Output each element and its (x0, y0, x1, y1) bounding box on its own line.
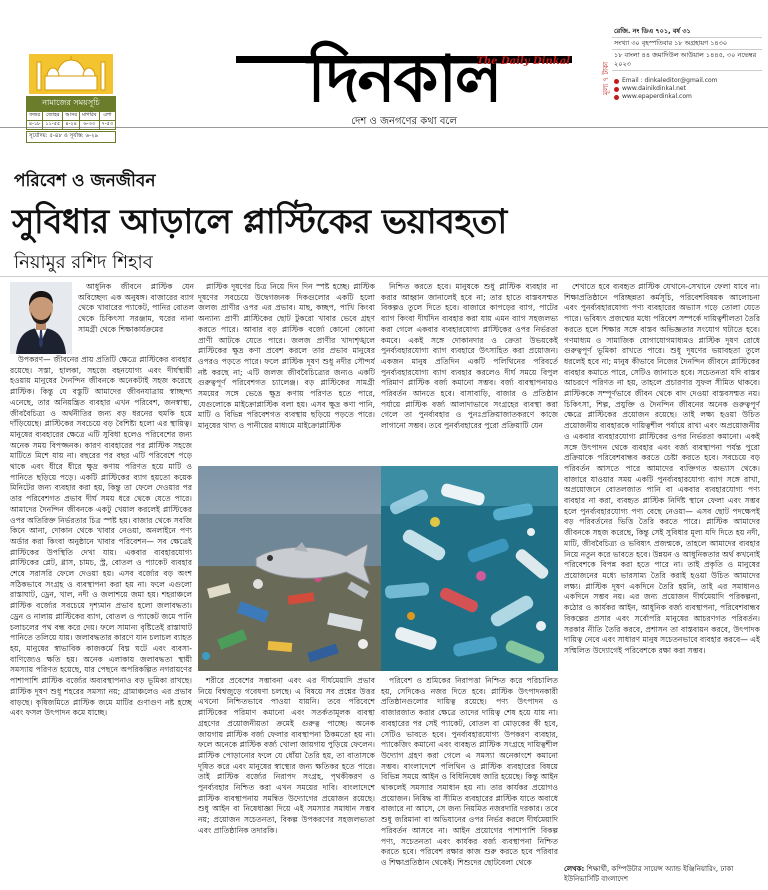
contact-text: www.epaperdinkal.com (622, 93, 692, 100)
contact-text: Email : dinkaleditor@gmail.com (622, 77, 718, 84)
motto: দেশ ও জনগণের কথা বলে (351, 116, 457, 127)
prayer-header: জোহর (43, 112, 63, 121)
article-column (78, 282, 194, 354)
prayer-table (26, 111, 116, 130)
globe-icon (614, 95, 619, 100)
plastic-bottles-image (381, 466, 558, 671)
prayer-times-box (26, 54, 116, 143)
paragraph: নিশ্চিত করতে হবে। মানুষকে শুধু প্লাস্টিক ব্যবহার না করার আহ্বান জানালেই হবে না; তার হাতে বাস্তবসম্মত বিকল্পও তুলে দিতে হবে। বাজারে কাপড়ের ব্যাগ, পাটের ব্যাগ কিংবা দীর্ঘদিন ব্যবহার করা যায় এমন ব্যাগ সহজলভ্য করা গেলে একবার ব্যবহারযোগ্য প্লাস্টিকের ওপর নির্ভরতা কমবে। একই সঙ্গে দোকানদার ও ক্রেতা উভয়কেই পুনর্ব্যবহারযোগ্য ব্যাগ ব্যবহারে উৎসাহিত করা প্রয়োজন। একজন মানুষ প্রতিদিন একটি পলিথিনের পরিবর্তে পুনর্ব্যবহারযোগ্য ব্যাগ ব্যবহার করলেও দীর্ঘ সময়ে বিপুল পরিমাণ প্লাস্টিক বর্জ্য কমানো সম্ভব। বর্জ্য ব্যবস্থাপনায়ও পরিবর্তন আনতে হবে। বাসাবাড়ি, বাজার ও প্রতিষ্ঠান পর্যায়ে প্লাস্টিক বর্জ্য আলাদাভাবে সংগ্রহের ব্যবস্থা করা গেলে তা পুনর্ব্যবহার ও পুনঃপ্রক্রিয়াজাতকরণে কাজে লাগানো সম্ভব। তবে পুনর্ব্যবহারের পুরো প্রক্রিয়াটি যেন (381, 282, 558, 431)
prayer-time: ১১-৫৫ (43, 121, 63, 130)
price-label: মূল্য ৭ টাকা (602, 62, 610, 95)
article-column (564, 282, 760, 882)
prayer-time: ৭-৫৩ (99, 121, 115, 130)
globe-icon (614, 87, 619, 92)
newspaper-logo (228, 42, 580, 128)
issue-line: ১৮ বাংলা ৪৪ জমাদিউল আউয়াল ১৪৪৫, ৩০ নভেম্বর ২০২৩ (612, 50, 762, 71)
paragraph: প্লাস্টিক দূষণের চিত্র নিয়ে দিন দিন স্পষ্ট হচ্ছে। প্লাস্টিক দূষণের সবচেয়ে উদ্বেগজনক দিকগুলোর একটি হলো জলজ প্রাণীর ওপর এর প্রভাব। মাছ, কচ্ছপ, পাখি কিংবা অন্যান্য প্রাণী প্লাস্টিকের ছোট টুকরো খাবার ভেবে গ্রহণ করতে পারে। আবার বড় প্লাস্টিক বর্জ্যে কোনো কোনো প্রাণী আটকে যেতে পারে। জলজ প্রাণীর খাদ্যশৃঙ্খলে প্লাস্টিকের ক্ষুদ্র কণা প্রবেশ করলে তার প্রভাব মানুষের ওপরও পড়তে পারে। ফলে প্লাস্টিক দূষণ শুধু নদীর সৌন্দর্য নষ্ট করছে না; এটি জলজ জীববৈচিত্র্যের জন্যও একটি গুরুত্বপূর্ণ পরিবেশগত চ্যালেঞ্জ। বড় প্লাস্টিকের সামগ্রী সময়ের সঙ্গে ভেঙে ক্ষুদ্র কণায় পরিণত হতে পারে, যেগুলোকে মাইক্রোপ্লাস্টিক বলা হয়। এসব ক্ষুদ্র কণা পানি, মাটি ও বিভিন্ন পরিবেশগত ব্যবস্থায় ছড়িয়ে পড়তে পারে। মানুষের খাদ্য ও পানীয়ের মাধ্যমে মাইক্রোপ্লাস্টিক (198, 282, 375, 431)
contact-list (612, 77, 762, 101)
logo-text: দিনকাল (307, 43, 501, 117)
paragraph: শরীরে প্রবেশের সম্ভাবনা এবং এর দীর্ঘমেয়াদি প্রভাব নিয়ে বিশ্বজুড়ে গবেষণা চলছে। এ বিষয়ে সব প্রশ্নের উত্তর এখনো নিশ্চিতভাবে পাওয়া যায়নি। তবে পরিবেশে প্লাস্টিকের পরিমাণ কমানো এবং সতর্কতামূলক ব্যবস্থা গ্রহণের প্রয়োজনীয়তা ক্রমেই গুরুত্ব পাচ্ছে। অনেক জায়গায় প্লাস্টিক বর্জ্য ফেলার ব্যবস্থাপনা ঠিকমতো হয় না। ফলে অনেকে প্লাস্টিক বর্জ্য খোলা জায়গায় পুড়িয়ে ফেলেন। প্লাস্টিক পোড়ানোর ফলে যে ধোঁয়া তৈরি হয়, তা বাতাসকে দূষিত করে এবং মানুষের স্বাস্থ্যের জন্য ক্ষতিকর হতে পারে। তাই প্লাস্টিক বর্জ্যের নিরাপদ সংগ্রহ, পৃথকীকরণ ও পুনর্ব্যবহার নিশ্চিত করা এখন সময়ের দাবি। বাংলাদেশে প্লাস্টিক ব্যবস্থাপনায় সমন্বিত উদ্যোগের প্রয়োজন রয়েছে। শুধু আইন বা নিষেধাজ্ঞা দিয়ে এই সমস্যার সমাধান সম্ভব নয়; প্রয়োজন সচেতনতা, বিকল্প উপকরণের সহজলভ্যতা এবং প্রাতিষ্ঠানিক তদারকি। (198, 676, 375, 835)
article-column (381, 676, 558, 882)
prayer-time: ৪-২৪ (63, 121, 80, 130)
article-column (198, 676, 375, 882)
paragraph: শেখাতে হবে ব্যবহৃত প্লাস্টিক যেখানে-সেখানে ফেলা যাবে না। শিক্ষাপ্রতিষ্ঠানে পরিচ্ছন্নতা কর্মসূচি, পরিবেশবিষয়ক আলোচনা এবং পুনর্ব্যবহারযোগ্য পণ্য ব্যবহারের অভ্যাস গড়ে তোলা যেতে পারে। ভবিষ্যৎ প্রজন্মের মধ্যে পরিবেশ সম্পর্কে দায়িত্বশীলতা তৈরি করতে হলে শিক্ষার সঙ্গে বাস্তব অভিজ্ঞতার সংযোগ ঘটাতে হবে। গণমাধ্যম ও সামাজিক যোগাযোগমাধ্যমও প্লাস্টিক দূষণ রোধে গুরুত্বপূর্ণ ভূমিকা রাখতে পারে। শুধু দূষণের ভয়াবহতা তুলে ধরলেই হবে না; মানুষ কীভাবে নিজের দৈনন্দিন জীবনে প্লাস্টিকের ব্যবহার কমাতে পারে, সেটিও জানাতে হবে। সচেতনতা যদি বাস্তব আচরণে পরিণত না হয়, তাহলে প্রচারণার সুফল সীমিত থাকবে। প্লাস্টিককে সম্পূর্ণভাবে জীবন থেকে বাদ দেওয়া বাস্তবসম্মত নয়। চিকিৎসা, শিল্প, প্রযুক্তি ও দৈনন্দিন জীবনের অনেক গুরুত্বপূর্ণ ক্ষেত্রে প্লাস্টিকের প্রয়োজন রয়েছে। তাই লক্ষ্য হওয়া উচিত প্রয়োজনীয় ব্যবহারকে দায়িত্বশীল পর্যায়ে রাখা এবং অপ্রয়োজনীয় ও একবার ব্যবহারযোগ্য প্লাস্টিকের ওপর নির্ভরতা কমানো। একই সঙ্গে উৎপাদন থেকে ব্যবহার এবং বর্জ্য ব্যবস্থাপনা পর্যন্ত পুরো প্রক্রিয়াকে পরিবেশবান্ধব করতে চেষ্টা করতে হবে। সবচেয়ে বড় পরিবর্তন আসতে পারে আমাদের ব্যক্তিগত অভ্যাস থেকে। বাজারে যাওয়ার সময় একটি পুনর্ব্যবহারযোগ্য ব্যাগ সঙ্গে রাখা, অপ্রয়োজনে বোতলজাত পানি বা একবার ব্যবহারযোগ্য পণ্য ব্যবহার না করা, ব্যবহৃত প্লাস্টিক নির্দিষ্ট স্থানে ফেলা এবং সম্ভব হলে পুনর্ব্যবহারযোগ্য পণ্য বেছে নেওয়া— এসব ছোট পদক্ষেপই বড় পরিবর্তনের ভিত্তি তৈরি করতে পারে। প্লাস্টিক আমাদের জীবনকে সহজ করেছে, কিন্তু সেই সুবিধার মূল্য যদি দিতে হয় নদী, মাটি, জীববৈচিত্র্য ও ভবিষ্যৎ প্রজন্মকে, তাহলে আমাদের ব্যবহার নিয়ে নতুন করে ভাবতে হবে। উন্নয়ন ও আধুনিকতার অর্থ কখনোই পরিবেশকে বিপন্ন করা হতে পারে না। তাই প্রকৃতি ও মানুষের প্রয়োজনের মধ্যে ভারসাম্য তৈরি করাই হওয়া উচিত আমাদের লক্ষ্য। প্লাস্টিক দূষণ একদিনে তৈরি হয়নি, তাই এর সমাধানও একদিনে সম্ভব নয়। এর জন্য প্রয়োজন দীর্ঘমেয়াদি পরিকল্পনা, কঠোর ও কার্যকর আইন, আধুনিক বর্জ্য ব্যবস্থাপনা, পরিবেশবান্ধব বিকল্পের প্রসার এবং সর্বোপরি মানুষের আচরণগত পরিবর্তন। সরকার নীতি তৈরি করবে, প্রশাসন তা বাস্তবায়ন করবে, উৎপাদক দায়িত্ব নেবে এবং সাধারণ মানুষ সচেতনভাবে ব্যবহার করবে— এই সম্মিলিত উদ্যোগেই পরিবেশকে রক্ষা করা সম্ভব। (564, 282, 760, 655)
author-credit (564, 864, 760, 884)
issue-line: রেজি. নং ডিএ ৭০১, বর্ষ ৩১ (612, 26, 762, 38)
paragraph: পরিবেশ ও শ্রমিকের নিরাপত্তা নিশ্চিত করে পরিচালিত হয়, সেদিকেও নজর দিতে হবে। প্লাস্টিক উৎপাদনকারী প্রতিষ্ঠানগুলোর দায়িত্ব রয়েছে। পণ্য উৎপাদন ও বাজারজাত করার ক্ষেত্রে তাদের দায়িত্ব শেষ হয়ে যায় না। ব্যবহারের পর সেই প্যাকেট, বোতল বা মোড়কের কী হবে, সেটিও ভাবতে হবে। পুনর্ব্যবহারযোগ্য উপকরণ ব্যবহার, প্যাকেজিং কমানো এবং ব্যবহৃত প্লাস্টিক সংগ্রহে দায়িত্বশীল উদ্যোগ গ্রহণ করা গেলে এ সমস্যা অনেকাংশে কমানো সম্ভব। বাংলাদেশে পলিথিন ও প্লাস্টিক ব্যবহারের বিষয়ে বিভিন্ন সময়ে আইন ও বিধিনিষেধ জারি হয়েছে। কিন্তু আইন থাকলেই সমস্যার সমাধান হয় না। তার কার্যকর প্রয়োগও প্রয়োজন। নিষিদ্ধ বা সীমিত ব্যবহারের প্লাস্টিক যাতে অবাধে বাজারে না আসে, সে জন্য নিয়মিত নজরদারি দরকার। তবে শুধু জরিমানা বা অভিযানের ওপর নির্ভর করলে দীর্ঘমেয়াদি পরিবর্তন আসবে না। আইন প্রয়োগের পাশাপাশি বিকল্প পণ্য, সচেতনতা এবং কার্যকর বর্জ্য ব্যবস্থাপনা নিশ্চিত করতে হবে। পরিবেশ রক্ষার কাজ শুরু করতে হবে পরিবার ও শিক্ষাপ্রতিষ্ঠান থেকেই। শিশুদের ছোটবেলা থেকে (381, 676, 558, 867)
prayer-header: মাগরিব (80, 112, 100, 121)
prayer-header: আসর (63, 112, 80, 121)
paragraph: উপকরণ— জীবনের প্রায় প্রতিটি ক্ষেত্রে প্লাস্টিকের ব্যবহার রয়েছে। সস্তা, হালকা, সহজে বহনযোগ্য এবং দীর্ঘস্থায়ী হওয়ায় মানুষের দৈনন্দিন জীবনকে অনেকটাই সহজ করেছে প্লাস্টিক। কিন্তু যে বস্তুটি আমাদের জীবনযাত্রায় স্বাচ্ছন্দ্য এনেছে, তার অনিয়ন্ত্রিত ব্যবহার এখন পরিবেশ, জনস্বাস্থ্য, জীববৈচিত্র্য ও অর্থনীতির জন্য বড় ধরনের হুমকি হয়ে দাঁড়িয়েছে। প্লাস্টিকের সবচেয়ে বড় বৈশিষ্ট্য হলো এর স্থায়িত্ব। মানুষের ব্যবহারের ক্ষেত্রে এটি সুবিধা হলেও পরিবেশের জন্য অনেক সময় বিপজ্জনক। কারণ ব্যবহারের পর প্লাস্টিক সহজে মাটিতে মিশে যায় না। বছরের পর বছর এটি পরিবেশে পড়ে থাকে এবং ধীরে ধীরে ক্ষুদ্র কণায় পরিণত হয়ে মাটি ও পানিতে ছড়িয়ে পড়ে। একটি প্লাস্টিকের ব্যাগ হয়তো কয়েক মিনিটের জন্য ব্যবহার করা হয়, কিন্তু তা ফেলে দেওয়ার পর তার পরিবেশগত প্রভাব দীর্ঘ সময় ধরে থেকে যেতে পারে। আমাদের দৈনন্দিন জীবনকে একটু খেয়াল করলেই প্লাস্টিকের ওপর অতিরিক্ত নির্ভরতার চিত্র স্পষ্ট হয়। বাজার থেকে সবজি কিনে আনা, দোকান থেকে খাবার নেওয়া, অনলাইনে পণ্য অর্ডার করা কিংবা অনুষ্ঠানে খাবার পরিবেশন— সব ক্ষেত্রেই প্লাস্টিকের উপস্থিতি দেখা যায়। একবার ব্যবহারযোগ্য প্লাস্টিকের প্লেট, গ্লাস, চামচ, স্ট্র, বোতল ও প্যাকেট ব্যবহার শেষে সরাসরি ফেলে দেওয়া হয়। এসব বর্জ্যের বড় অংশ সঠিকভাবে সংগ্রহ ও ব্যবস্থাপনা করা হয় না। ফলে এগুলো রাস্তাঘাট, ড্রেন, খাল, নদী ও জলাশয়ে জমা হয়। শহরাঞ্চলে প্লাস্টিক বর্জ্যের সবচেয়ে দৃশ্যমান প্রভাব হলো জলাবদ্ধতা। ড্রেন ও নালায় প্লাস্টিকের ব্যাগ, বোতল ও প্যাকেট জমে পানি চলাচলের পথ বন্ধ করে দেয়। ফলে সামান্য বৃষ্টিতেই রাস্তাঘাট পানিতে তলিয়ে যায়। জলাবদ্ধতার কারণে যান চলাচল ব্যাহত হয়, মানুষের স্বাভাবিক কাজকর্মে বিঘ্ন ঘটে এবং ব্যবসা-বাণিজ্যেও ক্ষতি হয়। অনেক এলাকায় জলাবদ্ধতা স্থায়ী সমস্যায় পরিণত হয়েছে, যার পেছনে অপরিকল্পিত নগরায়ণের পাশাপাশি প্লাস্টিক বর্জ্যের অব্যবস্থাপনাও বড় ভূমিকা রাখছে। প্লাস্টিক দূষণ শুধু শহরের সমস্যা নয়; গ্রামাঞ্চলেও এর প্রভাব বাড়ছে। কৃষিজমিতে প্লাস্টিক জমে মাটির গুণাগুণ নষ্ট হচ্ছে এবং ফসল উৎপাদন কমে যাচ্ছে। (10, 355, 192, 718)
prayer-header: ফজর (27, 112, 43, 121)
credit-label: লেখক: (564, 865, 585, 873)
paragraph: আধুনিক জীবনে প্লাস্টিক যেন অবিচ্ছেদ্য এক অনুষঙ্গ। বাজারের ব্যাগ থেকে খাবারের প্যাকেট, পানির বোতল থেকে চিকিৎসা সরঞ্জাম, ঘরের নানা সামগ্রী থেকে শিক্ষাকার্যক্রমের (78, 282, 194, 334)
person-icon (10, 282, 72, 354)
contact-website[interactable] (612, 85, 762, 93)
issue-info (612, 26, 762, 101)
headline: সুবিধার আড়ালে প্লাস্টিকের ভয়াবহতা (12, 202, 507, 242)
divider (0, 276, 768, 277)
prayer-header: এশা (99, 112, 115, 121)
sunrise-sunset: সূর্যোদয়: ৫-৪৮ ও সূর্যাস্ত: ৬-২৯ (26, 131, 116, 143)
prayer-time-row (27, 121, 116, 130)
byline: নিয়ামুর রশিদ শিহাব (14, 252, 153, 273)
author-photo (10, 282, 72, 354)
prayer-header-row (27, 112, 116, 121)
email-icon (614, 79, 619, 84)
english-name: The Daily Dinkal (476, 56, 570, 67)
prayer-time: ৬-৩৩ (80, 121, 100, 130)
prayer-time: ৪-১৮ (27, 121, 43, 130)
article-column (381, 282, 558, 464)
mosque-icon (29, 54, 113, 94)
contact-text: www.dainikdinkal.net (622, 85, 686, 92)
article-column (198, 282, 375, 464)
contact-email[interactable] (612, 77, 762, 85)
prayer-title: নামাজের সময়সূচি (26, 96, 116, 111)
pollution-photo-bottles (381, 466, 558, 671)
section-label: পরিবেশ ও জনজীবন (14, 171, 156, 191)
contact-epaper[interactable] (612, 93, 762, 101)
masthead (0, 0, 768, 139)
article-column (10, 355, 192, 882)
issue-line: সংখ্যা ৩০ বৃহস্পতিবার ১৮ অগ্রহায়ণ ১৪৩০ (612, 38, 762, 50)
pollution-photo-fish (198, 466, 381, 671)
credit-text: শিক্ষার্থী, কম্পিউটার সায়েন্স অ্যান্ড ইঞ্জিনিয়ারিং, ঢাকা ইউনিভার্সিটি বাংলাদেশ (564, 865, 734, 883)
plastic-debris-image (198, 466, 381, 671)
